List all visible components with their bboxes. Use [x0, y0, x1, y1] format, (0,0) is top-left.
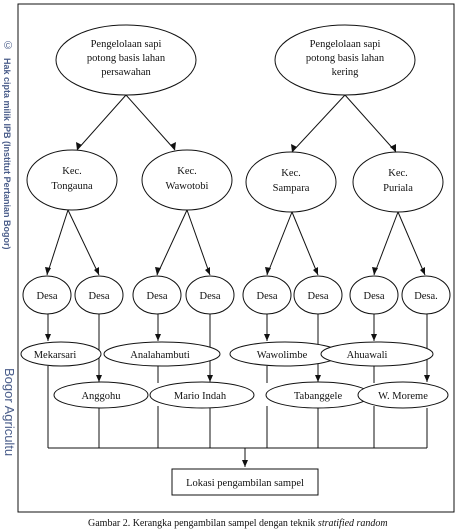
village-node-mekarsari — [21, 342, 101, 366]
svg-text:persawahan: persawahan — [101, 67, 151, 78]
kecamatan-node-wawotobi — [142, 150, 232, 210]
village-node-mario-indah — [150, 382, 254, 408]
village-node-w-moreme — [358, 382, 448, 408]
svg-text:Desa: Desa — [36, 291, 58, 302]
svg-text:Wawolimbe: Wawolimbe — [256, 350, 308, 361]
figure-caption — [88, 518, 388, 529]
desa-node-8 — [402, 276, 450, 314]
svg-text:Pengelolaan sapi: Pengelolaan sapi — [90, 39, 162, 50]
sampling-location-box — [172, 469, 318, 495]
village-node-tabanggele — [266, 382, 370, 408]
svg-text:Wawotobi: Wawotobi — [165, 181, 209, 192]
desa-node-3 — [133, 276, 181, 314]
svg-text:Kec.: Kec. — [177, 166, 197, 177]
svg-text:potong basis lahan: potong basis lahan — [305, 53, 385, 64]
desa-node-7 — [350, 276, 398, 314]
svg-text:Mario Indah: Mario Indah — [173, 391, 227, 402]
svg-text:Desa: Desa — [146, 291, 168, 302]
desa-node-2 — [75, 276, 123, 314]
svg-text:Tabanggele: Tabanggele — [293, 391, 343, 402]
village-node-ahuawali — [321, 342, 433, 366]
svg-text:Analahambuti: Analahambuti — [130, 350, 190, 361]
kecamatan-node-puriala — [353, 152, 443, 212]
side-watermark — [0, 40, 17, 528]
svg-text:Anggohu: Anggohu — [81, 391, 121, 402]
hak-cipta-watermark: Hak cipta milik IPB (Institut Pertanian Bogor) — [2, 58, 12, 250]
kecamatan-node-tongauna — [27, 150, 117, 210]
svg-text:W. Moreme: W. Moreme — [378, 391, 428, 402]
svg-text:Mekarsari: Mekarsari — [33, 350, 77, 361]
kecamatan-node-sampara — [246, 152, 336, 212]
svg-text:Puriala: Puriala — [383, 183, 413, 194]
svg-text:Sampara: Sampara — [272, 183, 310, 194]
bogor-agricultural-watermark: Bogor Agricultu — [2, 368, 17, 457]
desa-node-1 — [23, 276, 71, 314]
svg-text:Desa: Desa — [199, 291, 221, 302]
root-node-lahan-kering — [275, 25, 415, 95]
svg-text:Pengelolaan sapi: Pengelolaan sapi — [309, 39, 381, 50]
village-node-analahambuti — [104, 342, 220, 366]
svg-text:Kec.: Kec. — [62, 166, 82, 177]
caption-italic-text: stratified random — [317, 518, 388, 529]
village-node-anggohu — [54, 382, 148, 408]
desa-node-6 — [294, 276, 342, 314]
svg-text:Ahuawali: Ahuawali — [346, 350, 388, 361]
svg-text:Desa.: Desa. — [414, 291, 438, 302]
copyright-symbol: © — [2, 40, 14, 52]
caption-text: Gambar 2. Kerangka pengambilan sampel dengan teknik — [88, 518, 318, 529]
desa-node-5 — [243, 276, 291, 314]
svg-text:Desa: Desa — [363, 291, 385, 302]
svg-text:Lokasi pengambilan sampel: Lokasi pengambilan sampel — [186, 478, 304, 489]
root-node-lahan-persawahan — [56, 25, 196, 95]
desa-node-4 — [186, 276, 234, 314]
svg-text:Kec.: Kec. — [388, 168, 408, 179]
svg-text:Desa: Desa — [88, 291, 110, 302]
svg-text:Tongauna: Tongauna — [51, 181, 93, 192]
svg-text:Desa: Desa — [307, 291, 329, 302]
svg-text:potong basis lahan: potong basis lahan — [86, 53, 166, 64]
svg-text:Kec.: Kec. — [281, 168, 301, 179]
svg-text:kering: kering — [331, 67, 359, 78]
svg-text:Desa: Desa — [256, 291, 278, 302]
